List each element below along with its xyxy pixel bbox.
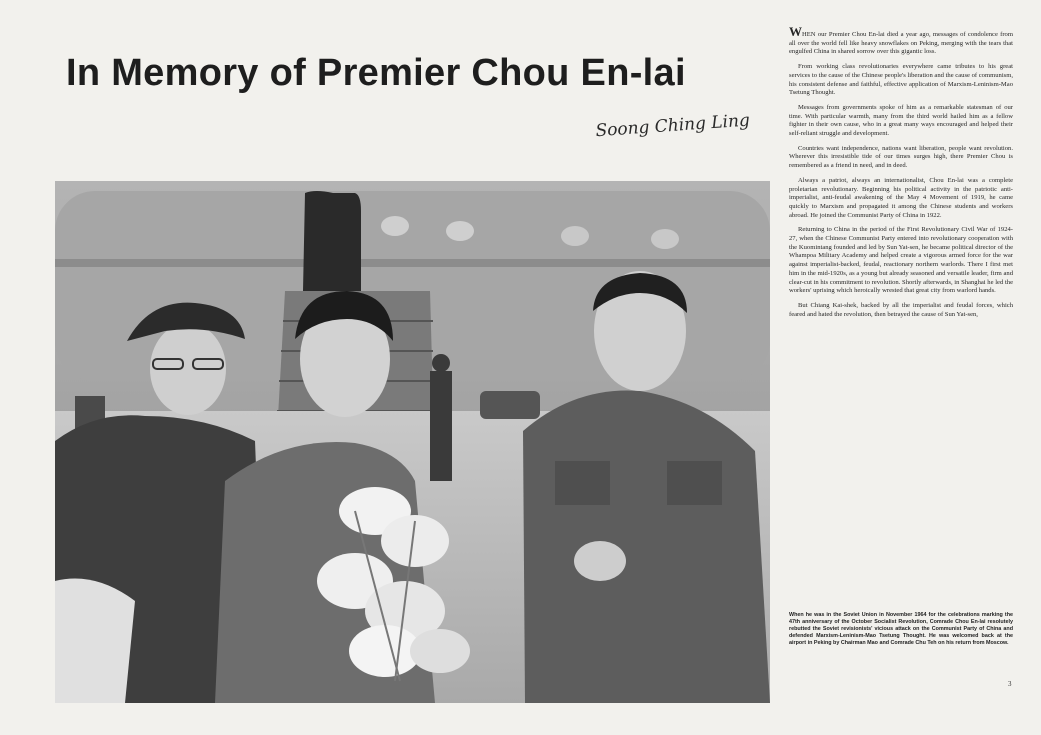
article-body [789,27,1013,597]
signature: Soong Ching Ling [594,110,751,142]
airport-greeting-photo [55,181,770,703]
flowers-left [55,579,135,704]
article-paragraph: Returning to China in the period of the First Revolutionary Civil War of 1924-27, when the Chinese Communist Party entered into revolutionary cooperation with the Kuomintang founded and led by Sun Yat-sen, he became political director of the Whampoa Military Academy and helped create a vigorous armed force for the war against imperialist-backed, feudal, reactionary northern warlords. There I first met him in the mid-1920s, as a young but already seasoned and versatile leader, firm and clear-cut in his commitment to revolution. Shortly afterwards, in Shanghai he led the workers' uprising which heroically wrested that great city from warlord hands. [789,226,1013,295]
photo-caption: When he was in the Soviet Union in November 1964 for the celebrations marking the 47th anniversary of the October Socialist Revolution, Comrade Chou En-lai resolutely rebutted the Soviet revisionists' vicious attack on the Communist Party of China and defended Marxism-Leninism-Mao Tsetung Thought. He was welcomed back at the airport in Peking by Chairman Mao and Comrade Chu Teh on his return from Moscow. [789,612,1013,646]
article-paragraph: But Chiang Kai-shek, backed by all the imperialist and feudal forces, which feared and hated the revolution, then betrayed the cause of Sun Yat-sen, [789,301,1013,318]
page-title: In Memory of Premier Chou En-lai [66,52,686,94]
article-paragraph: From working class revolutionaries everywhere came tributes to his great services to the cause of the Chinese people's liberation and the cause of communism, his consistent defense and faithful, effective application of Marxism-Leninism-Mao Tsetung Thought. [789,63,1013,97]
aircraft-door [303,191,361,291]
article-paragraph: Messages from governments spoke of him as a remarkable statesman of our time. With particular warmth, many from the third world hailed him as a fellow fighter in their own cause, who in a great many ways encouraged and helped their self-reliant struggle and development. [789,103,1013,138]
drop-cap: W [789,27,802,39]
article-paragraph: Countries want independence, nations want liberation, people want revolution. Wherever this irresistible tide of our times surges high, there Premier Chou is remembered as a friend in need, and in deed. [789,144,1013,170]
chairman-mao-suit [523,391,770,704]
article-paragraph: Always a patriot, always an internationalist, Chou En-lai was a complete proletarian revolutionary. Beginning his political activity in the patriotic anti-imperialist, anti-feudal awakening of the May 4 Movement of 1919, he came quickly to Marxism and propagated it among the Chinese students and workers abroad. He joined the Communist Party of China in 1922. [789,176,1013,219]
page-number: 3 [1008,680,1012,688]
chairman-mao-hands [574,541,626,581]
article-paragraph: WHEN our Premier Chou En-lai died a year ago, messages of condolence from all over the world fell like heavy snowflakes on Peking, merging with the tears that engulfed China in shared sorrow over this gigantic loss. [789,27,1013,57]
photo [55,181,770,703]
